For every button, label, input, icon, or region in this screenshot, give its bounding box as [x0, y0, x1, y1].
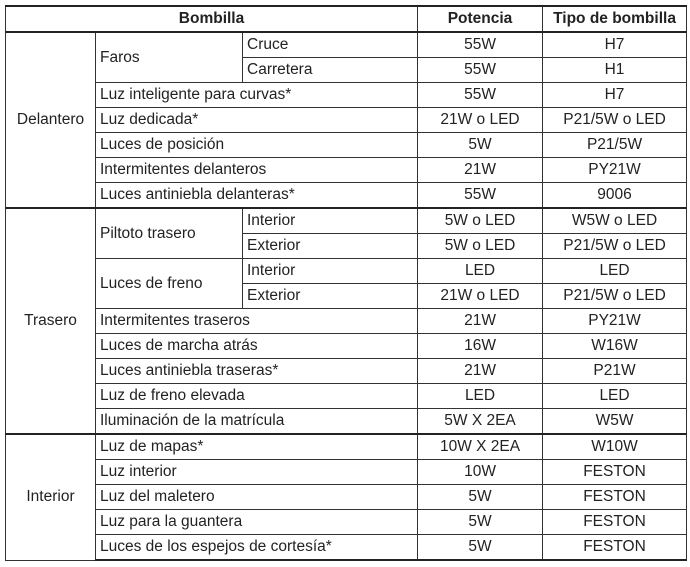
power-cell: 10W X 2EA: [418, 434, 543, 460]
table-row: [6, 460, 687, 485]
row-label: Faros: [96, 32, 243, 83]
type-cell: PY21W: [543, 309, 687, 334]
power-cell: 5W o LED: [418, 234, 543, 259]
type-cell: FESTON: [543, 510, 687, 535]
row-label: Luz interior: [96, 460, 418, 485]
type-cell: LED: [543, 259, 687, 284]
table-row: [6, 409, 687, 435]
table-row: [6, 183, 687, 209]
row-label: Intermitentes traseros: [96, 309, 418, 334]
power-cell: 55W: [418, 83, 543, 108]
table-row: [6, 434, 687, 460]
subrow-label: Exterior: [243, 284, 418, 309]
power-cell: 55W: [418, 58, 543, 83]
power-cell: 55W: [418, 183, 543, 209]
power-cell: 5W: [418, 510, 543, 535]
row-label: Luces antiniebla traseras*: [96, 359, 418, 384]
power-cell: LED: [418, 384, 543, 409]
type-cell: 9006: [543, 183, 687, 209]
table-row: [6, 384, 687, 409]
row-label: Luces antiniebla delanteras*: [96, 183, 418, 209]
table-row: [6, 535, 687, 561]
power-cell: 5W o LED: [418, 208, 543, 234]
type-cell: PY21W: [543, 158, 687, 183]
table-row: [6, 208, 687, 234]
row-label: Luz de freno elevada: [96, 384, 418, 409]
table-row: [6, 108, 687, 133]
table-row: [6, 485, 687, 510]
table-row: [6, 83, 687, 108]
power-cell: 10W: [418, 460, 543, 485]
power-cell: 5W: [418, 485, 543, 510]
type-cell: FESTON: [543, 535, 687, 561]
power-cell: 21W o LED: [418, 284, 543, 309]
power-cell: 5W: [418, 133, 543, 158]
type-cell: FESTON: [543, 460, 687, 485]
header-bulb: Bombilla: [6, 6, 418, 32]
row-label: Luces de freno: [96, 259, 243, 309]
power-cell: 21W o LED: [418, 108, 543, 133]
type-cell: W16W: [543, 334, 687, 359]
subrow-label: Carretera: [243, 58, 418, 83]
row-label: Iluminación de la matrícula: [96, 409, 418, 435]
table-row: [6, 334, 687, 359]
type-cell: H7: [543, 32, 687, 58]
header-row: [6, 6, 687, 32]
type-cell: P21/5W o LED: [543, 234, 687, 259]
type-cell: H7: [543, 83, 687, 108]
group-interior: Interior: [6, 434, 96, 560]
power-cell: 55W: [418, 32, 543, 58]
power-cell: 21W: [418, 158, 543, 183]
type-cell: P21/5W o LED: [543, 108, 687, 133]
power-cell: 16W: [418, 334, 543, 359]
row-label: Piltoto trasero: [96, 208, 243, 259]
type-cell: P21W: [543, 359, 687, 384]
subrow-label: Cruce: [243, 32, 418, 58]
group-rear: Trasero: [6, 208, 96, 434]
row-label: Luz dedicada*: [96, 108, 418, 133]
row-label: Luz inteligente para curvas*: [96, 83, 418, 108]
bulb-spec-page: [5, 5, 687, 561]
power-cell: 21W: [418, 359, 543, 384]
type-cell: FESTON: [543, 485, 687, 510]
table-row: [6, 309, 687, 334]
subrow-label: Exterior: [243, 234, 418, 259]
table-row: [6, 510, 687, 535]
bulb-spec-table: [5, 5, 687, 561]
row-label: Luz del maletero: [96, 485, 418, 510]
row-label: Luces de posición: [96, 133, 418, 158]
power-cell: 21W: [418, 309, 543, 334]
table-row: [6, 133, 687, 158]
subrow-label: Interior: [243, 208, 418, 234]
type-cell: W5W o LED: [543, 208, 687, 234]
subrow-label: Interior: [243, 259, 418, 284]
row-label: Luces de los espejos de cortesía*: [96, 535, 418, 561]
header-type: Tipo de bombilla: [543, 6, 687, 32]
row-label: Intermitentes delanteros: [96, 158, 418, 183]
header-power: Potencia: [418, 6, 543, 32]
power-cell: 5W X 2EA: [418, 409, 543, 435]
table-row: [6, 359, 687, 384]
row-label: Luz de mapas*: [96, 434, 418, 460]
row-label: Luz para la guantera: [96, 510, 418, 535]
type-cell: P21/5W o LED: [543, 284, 687, 309]
row-label: Luces de marcha atrás: [96, 334, 418, 359]
table-row: [6, 32, 687, 58]
table-row: [6, 259, 687, 284]
table-row: [6, 158, 687, 183]
group-front: Delantero: [6, 32, 96, 208]
type-cell: W10W: [543, 434, 687, 460]
type-cell: H1: [543, 58, 687, 83]
power-cell: 5W: [418, 535, 543, 561]
type-cell: LED: [543, 384, 687, 409]
type-cell: W5W: [543, 409, 687, 435]
type-cell: P21/5W: [543, 133, 687, 158]
power-cell: LED: [418, 259, 543, 284]
